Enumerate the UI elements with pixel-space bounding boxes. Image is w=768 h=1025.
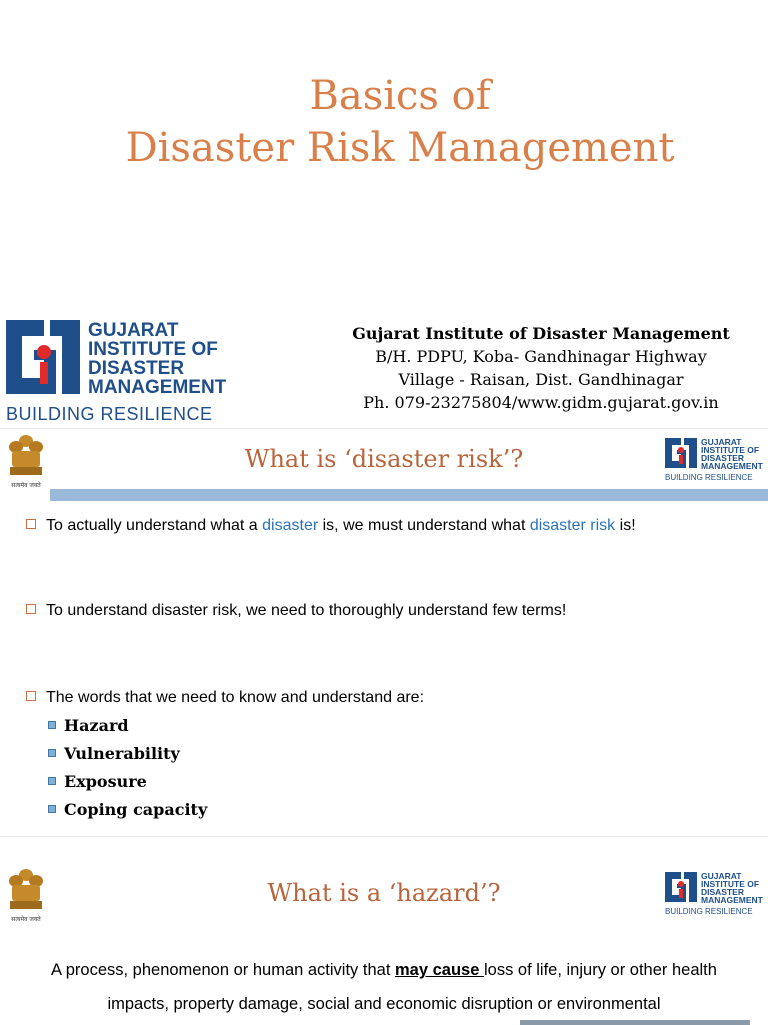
term-item: Exposure	[48, 772, 147, 791]
address-line: Village - Raisan, Dist. Gandhinagar	[398, 370, 684, 389]
emblem-caption: सत्यमेव जयते	[11, 916, 41, 923]
logo-small-text-2: INSTITUTE OF	[701, 879, 760, 889]
institute-name: Gujarat Institute of Disaster Management	[352, 324, 730, 343]
bullet-item: To actually understand what a disaster is, we must understand what disaster risk is!	[26, 517, 636, 535]
title-rule	[50, 489, 768, 501]
bullet-item: To understand disaster risk, we need to thoroughly understand few terms!	[26, 602, 566, 620]
square-bullet-icon	[26, 691, 36, 701]
term-item: Vulnerability	[48, 744, 180, 763]
square-bullet-icon	[48, 749, 56, 757]
logo-small-text-2: INSTITUTE OF	[701, 445, 760, 455]
gidm-logo-small	[664, 869, 768, 919]
square-bullet-icon	[26, 604, 36, 614]
address-line: B/H. PDPU, Koba- Gandhinagar Highway	[375, 347, 707, 366]
logo-tagline: BUILDING RESILIENCE	[6, 404, 213, 424]
emblem-caption: सत्यमेव जयते	[11, 482, 41, 489]
square-bullet-icon	[48, 721, 56, 729]
logo-text-1: GUJARAT	[88, 320, 179, 341]
logo-small-text-3: DISASTER	[701, 887, 744, 897]
square-bullet-icon	[26, 519, 36, 529]
highlight-term: disaster risk	[529, 517, 616, 534]
logo-text-2: INSTITUTE OF	[88, 339, 218, 360]
logo-small-text-4: MANAGEMENT	[701, 461, 763, 471]
slide-title: What is a ‘hazard’?	[267, 879, 501, 907]
square-bullet-icon	[48, 805, 56, 813]
slide-title: What is ‘disaster risk’?	[244, 445, 524, 473]
logo-text-4: MANAGEMENT	[88, 377, 227, 398]
gidm-logo-small	[664, 435, 768, 485]
hazard-photo	[520, 1020, 750, 1025]
logo-small-tagline: BUILDING RESILIENCE	[665, 473, 753, 482]
disaster-risk-slide	[0, 428, 768, 837]
logo-small-text-4: MANAGEMENT	[701, 895, 763, 905]
hazard-slide	[0, 836, 768, 1025]
presentation-title: Basics of Disaster Risk Management	[125, 73, 675, 171]
highlight-term: disaster	[262, 517, 319, 534]
logo-text-3: DISASTER	[88, 358, 185, 379]
logo-small-text-1: GUJARAT	[701, 871, 742, 881]
title-slide	[0, 0, 768, 428]
address-block	[336, 322, 746, 414]
hazard-definition: A process, phenomenon or human activity that may cause loss of life, injury or other health impacts, property damage, social and economic disruption or environmental	[51, 961, 717, 1013]
logo-small-tagline: BUILDING RESILIENCE	[665, 907, 753, 916]
square-bullet-icon	[48, 777, 56, 785]
emphasis-text: may cause	[395, 961, 484, 979]
logo-small-text-3: DISASTER	[701, 453, 744, 463]
gidm-logo	[4, 316, 254, 428]
phone-website: Ph. 079-23275804/www.gidm.gujarat.gov.in	[363, 393, 719, 412]
logo-small-text-1: GUJARAT	[701, 437, 742, 447]
bullet-item: The words that we need to know and understand are:	[26, 689, 424, 707]
term-item: Coping capacity	[48, 800, 207, 819]
term-item: Hazard	[48, 716, 129, 735]
